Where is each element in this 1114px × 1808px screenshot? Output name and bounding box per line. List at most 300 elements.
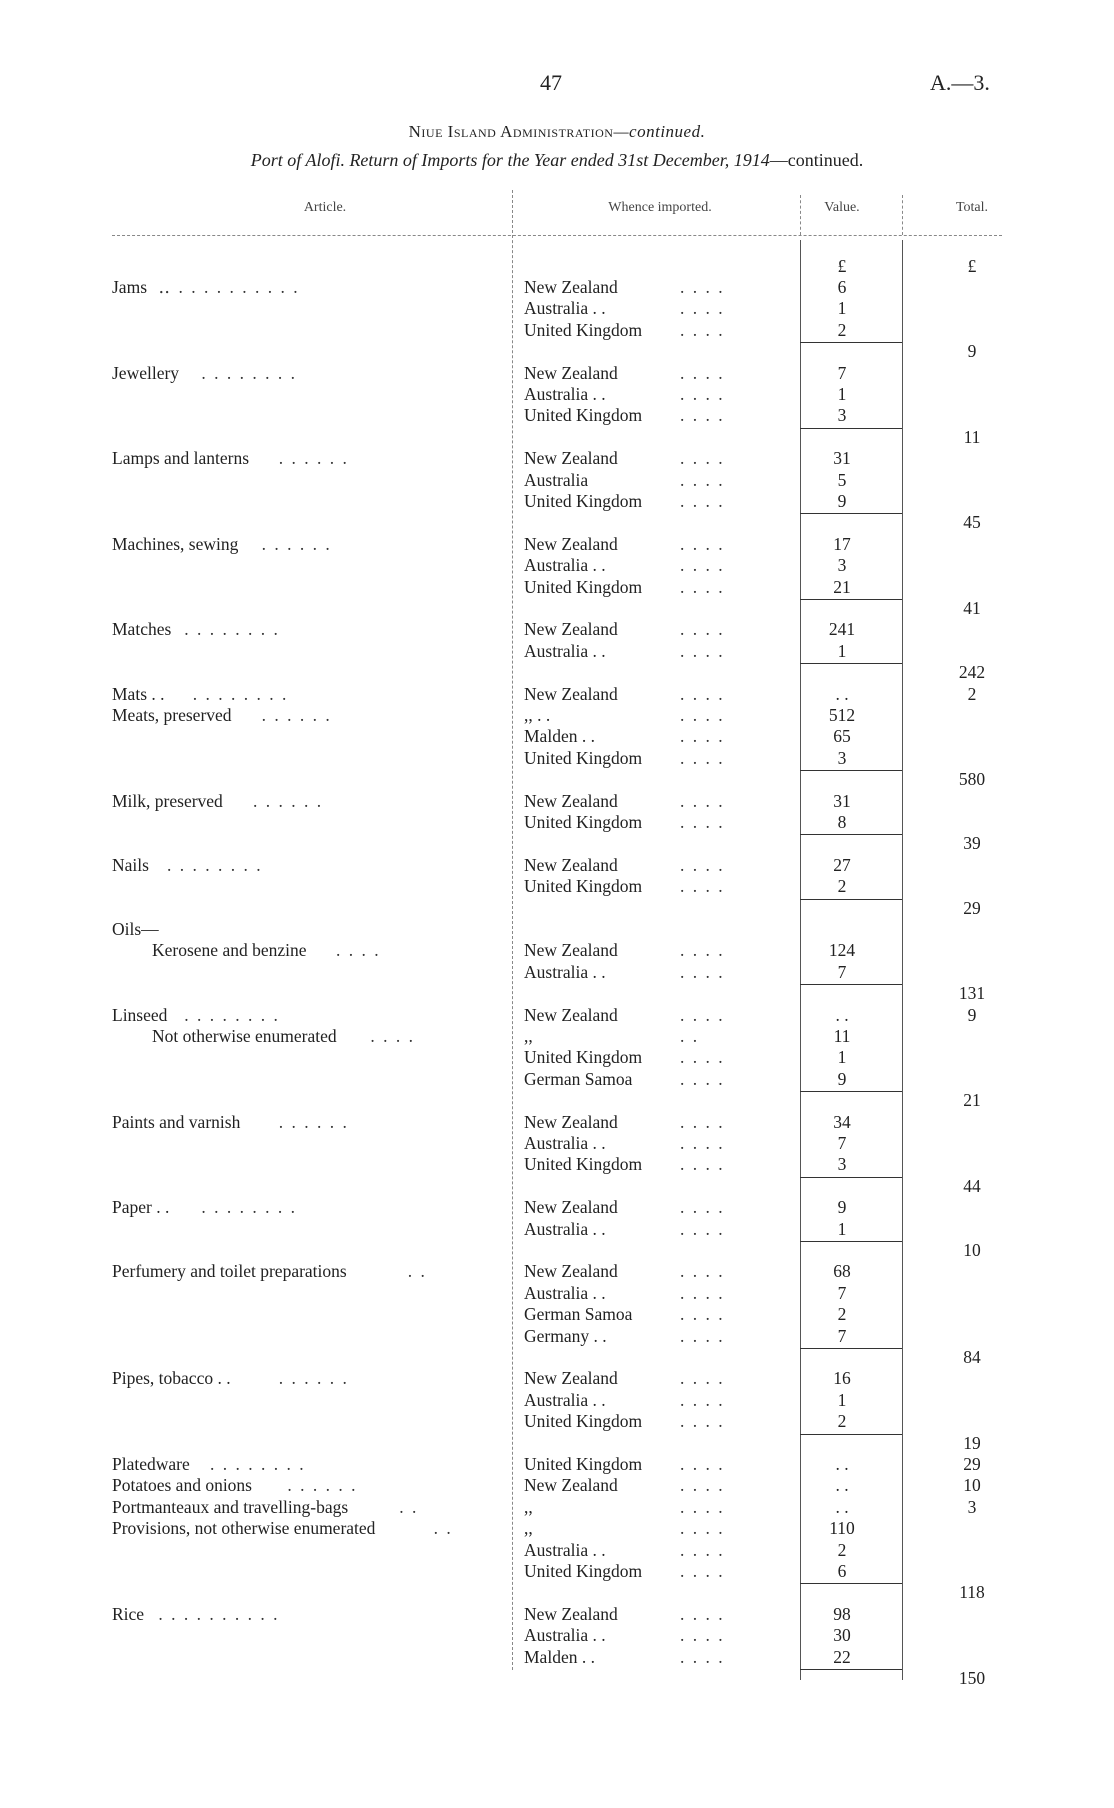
value-cell: 3 (837, 555, 847, 576)
value-cell: . . (835, 1004, 849, 1025)
table-row (0, 1261, 1114, 1282)
article-cell: Jams (112, 277, 147, 297)
subtotal-rule (800, 1177, 902, 1178)
dot-leader: . . . . . . . . (184, 619, 280, 640)
dot-leader: . . . . (680, 640, 725, 661)
table-row (0, 619, 1114, 640)
whence-cell: ,, (524, 1518, 533, 1539)
table-row (0, 1540, 1114, 1561)
dot-leader: . . . . . . (253, 790, 324, 811)
value-cell: 2 (837, 876, 847, 897)
table-row (0, 384, 1114, 405)
whence-cell: New Zealand (524, 1475, 618, 1496)
total-cell: 19 (963, 1432, 981, 1453)
whence-cell: United Kingdom (524, 876, 643, 897)
article-cell: Paints and varnish (112, 1111, 241, 1132)
article-cell: Rice (112, 1603, 145, 1624)
whence-cell: United Kingdom (524, 1454, 643, 1474)
table-row (0, 1069, 1114, 1090)
article-cell: Meats, preserved (112, 705, 232, 725)
table-row (0, 876, 1114, 897)
value-cell: 98 (833, 1603, 851, 1624)
column-header-total: Total. (955, 200, 989, 215)
value-cell: 9 (837, 491, 847, 511)
table-row (0, 1112, 1114, 1133)
value-cell: 6 (837, 277, 847, 297)
value-cell: 7 (837, 1325, 847, 1346)
table-row (0, 1133, 1114, 1154)
whence-cell: ,, (524, 1026, 533, 1046)
dot-leader: . . . . (680, 940, 725, 961)
whence-cell: Australia . . (524, 1539, 606, 1560)
table-row (0, 1219, 1114, 1240)
subtotal-rule (800, 1348, 902, 1349)
value-cell: 1 (837, 298, 847, 319)
total-cell: 29 (963, 1454, 981, 1474)
dot-leader: . . . . . . . . (192, 683, 289, 704)
dot-leader: . . . . (680, 1004, 725, 1025)
subtotal-rule (800, 984, 902, 985)
table-row (0, 1368, 1114, 1389)
subtotal-rule (800, 1669, 902, 1670)
dot-leader: . . . . (680, 469, 725, 490)
whence-cell: New Zealand (524, 448, 618, 469)
whence-cell: United Kingdom (524, 1561, 643, 1581)
subtotal-rule (800, 770, 902, 771)
dot-leader: . . . . (680, 961, 725, 982)
value-cell: 2 (837, 1539, 847, 1560)
subtotal-rule (800, 1583, 902, 1584)
total-cell: 9 (967, 341, 977, 362)
table-row (0, 577, 1114, 598)
article-cell: Perfumery and toilet preparations (112, 1261, 347, 1282)
table-row (0, 534, 1114, 555)
value-cell: 16 (833, 1368, 851, 1389)
article-cell: Nails (112, 854, 149, 875)
dot-leader: . . (407, 1261, 427, 1282)
title-continued: —continued. (613, 122, 706, 141)
dot-leader: . . . . (680, 1218, 725, 1239)
total-row (0, 833, 1114, 854)
column-divider-total-head (902, 195, 903, 235)
value-cell: 7 (837, 1133, 847, 1153)
currency-row (0, 256, 1114, 277)
whence-cell: Australia . . (524, 298, 606, 319)
subtotal-rule (800, 1434, 902, 1435)
table-row (0, 684, 1114, 705)
dot-leader: . . . . (680, 362, 725, 383)
dot-leader: . . . . (680, 491, 725, 511)
article-cell: Pipes, tobacco . . (112, 1368, 231, 1389)
total-cell: 150 (958, 1668, 986, 1688)
dot-leader: . . . . (680, 1068, 725, 1089)
total-cell: 39 (963, 833, 981, 854)
page-number: 47 (540, 70, 562, 95)
value-cell: 68 (833, 1261, 851, 1282)
article-cell: Mats . . (112, 683, 165, 704)
total-row (0, 1347, 1114, 1368)
whence-cell: ,, (524, 1496, 533, 1517)
value-cell: 30 (833, 1625, 851, 1646)
whence-cell: New Zealand (524, 940, 618, 961)
value-cell: 5 (837, 469, 847, 490)
whence-cell: New Zealand (524, 619, 618, 640)
dot-leader: . . . . (680, 576, 725, 597)
whence-cell: Australia (524, 469, 589, 490)
value-cell: 1 (837, 1389, 847, 1410)
whence-cell: Australia . . (524, 1133, 606, 1153)
total-cell: 45 (963, 512, 981, 533)
dot-leader: . . . . (680, 726, 725, 747)
whence-cell: United Kingdom (524, 1154, 643, 1175)
whence-cell: New Zealand (524, 1111, 618, 1132)
table-row (0, 1497, 1114, 1518)
value-cell: . . (835, 1475, 849, 1496)
value-cell: 8 (837, 812, 847, 832)
whence-cell: New Zealand (524, 790, 618, 811)
value-cell: 11 (833, 1026, 851, 1046)
dot-leader: . . . . (680, 384, 725, 404)
table-row (0, 791, 1114, 812)
table-row (0, 748, 1114, 769)
whence-cell: New Zealand (524, 277, 618, 297)
whence-cell: New Zealand (524, 854, 618, 875)
dot-leader: . . . . . . . . . . (158, 1603, 280, 1624)
value-cell: 1 (837, 1047, 847, 1068)
dot-leader: . . . . (680, 1111, 725, 1132)
whence-cell: United Kingdom (524, 319, 643, 340)
value-cell: 65 (833, 726, 851, 747)
value-cell: 21 (833, 576, 851, 597)
dot-leader: . . . . (680, 319, 725, 340)
total-row (0, 983, 1114, 1004)
total-cell: 3 (967, 1496, 977, 1517)
dot-leader: . . . . (680, 1496, 725, 1517)
dot-leader: . . . . (680, 1561, 725, 1581)
page-title (0, 122, 1114, 142)
dot-leader: . . . . (680, 1133, 725, 1153)
value-cell: 1 (837, 640, 847, 661)
value-cell: 6 (837, 1561, 847, 1581)
dot-leader: . . . . (680, 1454, 725, 1474)
dot-leader: . . . . (680, 448, 725, 469)
value-cell: 9 (837, 1197, 847, 1218)
article-cell: Lamps and lanterns (112, 448, 250, 469)
value-cell: 1 (837, 384, 847, 404)
dot-leader: . . . . (680, 1518, 725, 1539)
table-row (0, 1026, 1114, 1047)
subtotal-rule (800, 663, 902, 664)
dot-leader: . . . . (680, 1261, 725, 1282)
table-row (0, 1283, 1114, 1304)
whence-cell: New Zealand (524, 1368, 618, 1389)
value-cell: 27 (833, 854, 851, 875)
table-row (0, 277, 1114, 298)
total-currency: £ (967, 256, 977, 276)
table-row (0, 940, 1114, 961)
dot-leader: . . . . (680, 555, 725, 576)
dot-leader: . . . . (680, 1389, 725, 1410)
total-cell: 44 (963, 1175, 981, 1196)
dot-leader: . . . . (680, 1646, 725, 1667)
dot-leader: . . . . (680, 812, 725, 832)
table-row (0, 320, 1114, 341)
subtitle-continued: —continued. (769, 150, 864, 170)
dot-leader: . . . . (680, 619, 725, 640)
whence-cell: New Zealand (524, 362, 618, 383)
value-cell: 512 (828, 705, 856, 725)
dot-leader: . . . . (680, 1282, 725, 1303)
dot-leader: . . . . (680, 298, 725, 319)
dot-leader: . . . . . . (278, 448, 349, 469)
article-cell: Platedware (112, 1454, 190, 1474)
whence-cell: United Kingdom (524, 812, 643, 832)
table-row (0, 1647, 1114, 1668)
column-header-value: Value. (824, 200, 860, 215)
table-row (0, 1411, 1114, 1432)
table-row (0, 1326, 1114, 1347)
value-cell: 1 (837, 1218, 847, 1239)
dot-leader: . . . . (336, 940, 381, 961)
dot-leader: . . . . . . (278, 1111, 349, 1132)
subtotal-rule (800, 428, 902, 429)
value-cell: 2 (837, 1411, 847, 1432)
dot-leader: . . . . (680, 1325, 725, 1346)
subtotal-rule (800, 599, 902, 600)
total-row (0, 512, 1114, 533)
table-row (0, 1390, 1114, 1411)
column-header-whence: Whence imported. (608, 200, 712, 215)
whence-cell: New Zealand (524, 533, 618, 554)
dot-leader: . . . . (680, 533, 725, 554)
header-rule (112, 235, 1002, 236)
total-cell: 11 (963, 426, 981, 447)
article-cell: Kerosene and benzine (152, 940, 307, 961)
table-row (0, 1005, 1114, 1026)
whence-cell: Australia . . (524, 961, 606, 982)
subtotal-rule (800, 834, 902, 835)
dot-leader: . . . . . . (278, 1368, 349, 1389)
table-row (0, 962, 1114, 983)
whence-cell: Malden . . (524, 726, 595, 747)
dot-leader: . . . . (680, 747, 725, 768)
column-divider-value-head (800, 195, 801, 235)
table-row (0, 1154, 1114, 1175)
value-cell: . . (835, 683, 849, 704)
dot-leader: . . . . (680, 683, 725, 704)
total-row (0, 427, 1114, 448)
dot-leader: . . . . (680, 705, 725, 725)
dot-leader: . . . . (680, 277, 725, 297)
table-row (0, 448, 1114, 469)
whence-cell: Australia . . (524, 1625, 606, 1646)
total-cell: 84 (963, 1347, 981, 1367)
subtitle-text: Port of Alofi. Return of Imports for the Year ended 31st December, 1914 (250, 150, 770, 170)
whence-cell: Australia . . (524, 1282, 606, 1303)
value-cell: 3 (837, 405, 847, 426)
table-row (0, 726, 1114, 747)
value-cell: 22 (833, 1646, 851, 1667)
dot-leader: . . (433, 1518, 453, 1539)
article-cell: Linseed (112, 1004, 168, 1025)
total-row (0, 598, 1114, 619)
value-cell: 7 (837, 961, 847, 982)
dot-leader: . . . . (680, 1154, 725, 1175)
table-row (0, 1604, 1114, 1625)
dot-leader: ‥ . . . . . . . . . . (158, 277, 300, 297)
dot-leader: . . . . (680, 1304, 725, 1325)
article-cell: Paper . . (112, 1197, 170, 1218)
dot-leader: . . . . (680, 405, 725, 426)
whence-cell: United Kingdom (524, 1047, 643, 1068)
whence-cell: United Kingdom (524, 576, 643, 597)
table-row (0, 470, 1114, 491)
value-cell: 124 (828, 940, 856, 961)
total-cell: 21 (963, 1090, 981, 1111)
dot-leader: . . . . . . (261, 705, 332, 725)
dot-leader: . . . . . . . . (167, 854, 263, 875)
article-cell: Provisions, not otherwise enumerated (112, 1518, 376, 1539)
value-cell: 31 (833, 448, 851, 469)
whence-cell: Australia . . (524, 640, 606, 661)
whence-cell: New Zealand (524, 1004, 618, 1025)
dot-leader: . . . . (680, 790, 725, 811)
article-cell: Jewellery (112, 362, 180, 383)
whence-cell: Australia . . (524, 384, 606, 404)
page-subtitle (0, 150, 1114, 171)
dot-leader: . . . . . . (287, 1475, 358, 1496)
total-row (0, 1582, 1114, 1603)
article-cell: Portmanteaux and travelling-bags (112, 1496, 349, 1517)
total-cell: 10 (963, 1240, 981, 1260)
total-row (0, 662, 1114, 683)
whence-cell: United Kingdom (524, 1411, 643, 1432)
value-cell: 3 (837, 747, 847, 768)
whence-cell: Australia . . (524, 1389, 606, 1410)
article-cell: Milk, preserved (112, 790, 223, 811)
total-cell: 242 (958, 662, 986, 683)
value-cell: 2 (837, 319, 847, 340)
table-row (0, 919, 1114, 940)
dot-leader: . . . . . . . . (201, 1197, 298, 1218)
subtotal-rule (800, 1091, 902, 1092)
whence-cell: Australia . . (524, 1218, 606, 1239)
value-cell: 9 (837, 1068, 847, 1089)
whence-cell: New Zealand (524, 1197, 618, 1218)
dot-leader: . . . . (680, 1411, 725, 1432)
whence-cell: German Samoa (524, 1304, 633, 1325)
whence-cell: United Kingdom (524, 405, 643, 426)
total-cell: 131 (958, 983, 986, 1004)
table-row (0, 1561, 1114, 1582)
article-cell: Matches (112, 619, 172, 640)
value-cell: 17 (833, 533, 851, 554)
dot-leader: . . . . (680, 1603, 725, 1624)
whence-cell: United Kingdom (524, 747, 643, 768)
dot-leader: . . . . (680, 854, 725, 875)
table-row (0, 1625, 1114, 1646)
total-row (0, 341, 1114, 362)
total-cell: 10 (963, 1475, 981, 1496)
whence-cell: Germany . . (524, 1325, 607, 1346)
dot-leader: . . . . (680, 1047, 725, 1068)
dot-leader: . . . . . . . . (201, 362, 298, 383)
whence-cell: Australia . . (524, 555, 606, 576)
total-row (0, 1668, 1114, 1689)
title-text: Niue Island Administration (408, 122, 614, 141)
dot-leader: . . . . . . . . (184, 1004, 280, 1025)
total-row (0, 769, 1114, 790)
table-row (0, 1197, 1114, 1218)
value-cell: . . (835, 1454, 849, 1474)
value-cell: 241 (828, 619, 856, 640)
subtotal-rule (800, 513, 902, 514)
table-row (0, 855, 1114, 876)
dot-leader: . . . . (680, 1368, 725, 1389)
dot-leader: . . . . (680, 1475, 725, 1496)
value-cell: 7 (837, 362, 847, 383)
value-cell: 3 (837, 1154, 847, 1175)
value-cell: 34 (833, 1111, 851, 1132)
total-cell: 9 (967, 1004, 977, 1025)
table-row (0, 363, 1114, 384)
table-row (0, 1454, 1114, 1475)
document-reference: A.—3. (930, 70, 990, 95)
dot-leader: . . . . (680, 1539, 725, 1560)
total-row (0, 1090, 1114, 1111)
value-cell: 31 (833, 790, 851, 811)
table-row (0, 491, 1114, 512)
subtotal-rule (800, 1241, 902, 1242)
table-row (0, 641, 1114, 662)
whence-cell: New Zealand (524, 683, 618, 704)
total-cell: 580 (958, 769, 986, 790)
whence-cell: New Zealand (524, 1261, 618, 1282)
dot-leader: . . . . (680, 1197, 725, 1218)
dot-leader: . . . . (680, 1625, 725, 1646)
total-cell: 118 (959, 1582, 985, 1603)
value-cell: 110 (829, 1518, 855, 1539)
value-cell: 7 (837, 1282, 847, 1303)
total-row (0, 1176, 1114, 1197)
subtotal-rule (800, 899, 902, 900)
whence-cell: New Zealand (524, 1603, 618, 1624)
table-row (0, 298, 1114, 319)
dot-leader: . . (680, 1026, 700, 1046)
value-cell: . . (835, 1496, 849, 1517)
value-currency: £ (837, 256, 847, 276)
article-cell: Potatoes and onions (112, 1475, 252, 1496)
table-row (0, 1047, 1114, 1068)
table-row (0, 1304, 1114, 1325)
dot-leader: . . (399, 1496, 419, 1517)
whence-cell: United Kingdom (524, 491, 643, 511)
whence-cell: Malden . . (524, 1646, 595, 1667)
value-cell: 2 (837, 1304, 847, 1325)
table-row (0, 555, 1114, 576)
total-cell: 29 (963, 897, 981, 918)
article-cell: Machines, sewing (112, 533, 239, 554)
total-cell: 2 (967, 683, 977, 704)
article-cell: Not otherwise enumerated (152, 1026, 337, 1046)
total-cell: 41 (963, 598, 981, 618)
total-row (0, 1433, 1114, 1454)
dot-leader: . . . . . . (261, 533, 332, 554)
whence-cell: ,, . . (524, 705, 551, 725)
total-row (0, 898, 1114, 919)
table-row (0, 705, 1114, 726)
dot-leader: . . . . (370, 1026, 416, 1046)
